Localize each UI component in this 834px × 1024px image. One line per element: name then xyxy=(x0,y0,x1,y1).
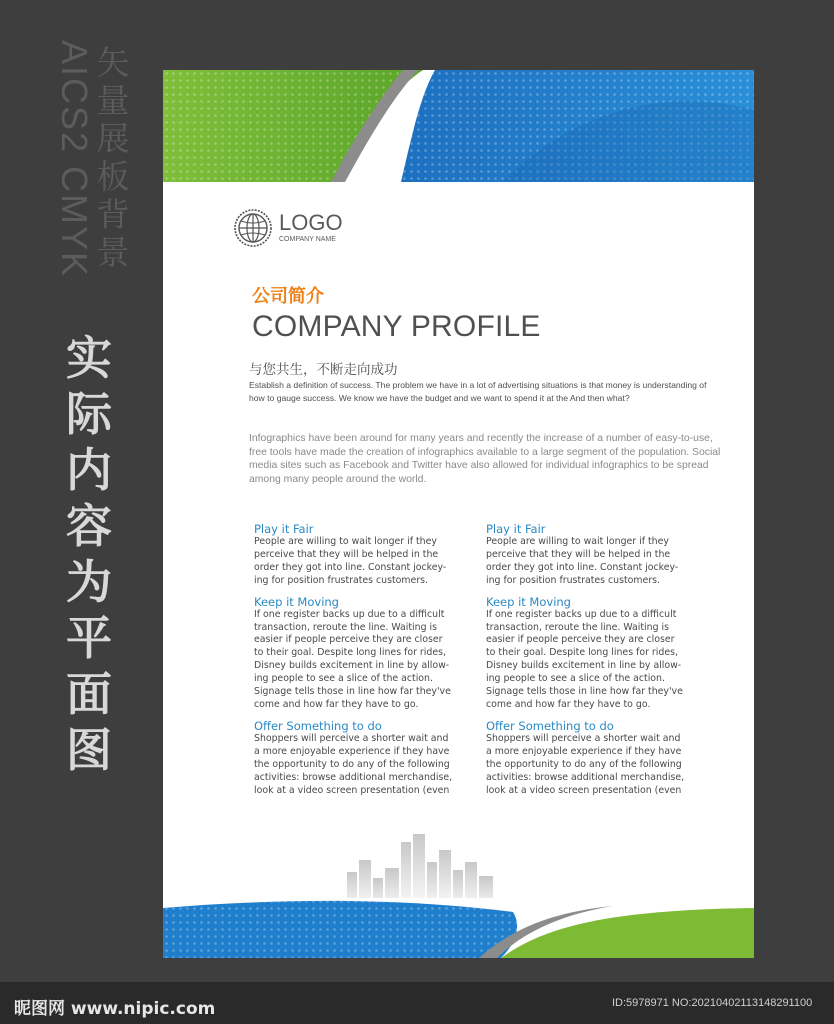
logo-company-name: COMPANY NAME xyxy=(279,236,336,243)
intro-paragraph-1: Establish a definition of success. The problem we have in a lot of advertising situations is that money is understanding of how to gauge success. We know we have the budget and we want to spend it at the And then what? xyxy=(249,380,707,403)
side-char: 展 xyxy=(96,119,130,158)
side-char: 际 xyxy=(66,387,112,441)
content-column-right xyxy=(486,522,701,804)
side-char: 图 xyxy=(66,723,112,777)
section-heading: Keep it Moving xyxy=(486,594,571,609)
section-body: People are willing to wait longer if they perceive that they will be helped in the order they got into line. Constant jockey- ing for position frustrates customers. xyxy=(486,536,679,586)
section-body: People are willing to wait longer if they perceive that they will be helped in the order they got into line. Constant jockey- ing for position frustrates customers. xyxy=(254,536,447,586)
side-char: 面 xyxy=(66,667,112,721)
section-heading: Offer Something to do xyxy=(254,718,382,733)
intro-paragraph-2: Infographics have been around for many years and recently the increase of a number of easy-to-use, free tools have made the creation of infographics available to a large segment of the population. Social media sites such as Facebook and Twitter have also allowed for individual infographics to be spread among many people around the world. xyxy=(249,433,721,485)
logo-text: LOGO xyxy=(279,210,343,235)
globe-icon xyxy=(233,208,273,248)
bottom-wave-banner xyxy=(163,898,754,958)
side-char: 景 xyxy=(96,233,130,272)
content-column-left xyxy=(254,522,469,804)
section-heading: Play it Fair xyxy=(254,522,314,536)
side-char: 背 xyxy=(96,195,130,234)
company-logo xyxy=(233,208,353,252)
side-char: 容 xyxy=(66,499,112,553)
section-body: Shoppers will perceive a shorter wait and a more enjoyable experience if they have the opportunity to do any of the following activities: browse additional merchandise, look at a video screen presentation (even xyxy=(486,732,685,796)
side-char: 内 xyxy=(66,443,112,497)
side-chinese-large-text xyxy=(62,330,116,778)
section-heading: Offer Something to do xyxy=(486,718,614,733)
section-heading: Play it Fair xyxy=(486,522,546,536)
watermark-id-text: ID:5978971 NO:20210402113148291100 xyxy=(612,997,813,1009)
side-char: 量 xyxy=(96,81,130,120)
watermark-site-text: 昵图网 www.nipic.com xyxy=(14,999,216,1019)
side-char: 平 xyxy=(66,611,112,665)
section-body: If one register backs up due to a difficult transaction, reroute the line. Waiting is easier if people perceive they are closer to their goal. Despite long lines for rides, Disney builds excitement in line by allow- ing people to see a slice of the action. Signage tells those in line how far they've come and how far they have to go. xyxy=(254,608,451,710)
side-chinese-small-text xyxy=(94,44,132,272)
section-body: Shoppers will perceive a shorter wait and a more enjoyable experience if they have the opportunity to do any of the following activities: browse additional merchandise, look at a video screen presentation (even xyxy=(254,732,453,796)
section-heading: Keep it Moving xyxy=(254,594,339,609)
side-char: 矢 xyxy=(96,43,130,82)
side-char: 为 xyxy=(66,555,112,609)
top-wave-banner xyxy=(163,70,754,182)
title-chinese: 公司简介 xyxy=(252,286,324,307)
title-english: COMPANY PROFILE xyxy=(252,310,541,343)
side-char: 板 xyxy=(96,157,130,196)
poster-board xyxy=(163,70,754,958)
slogan: 与您共生，不断走向成功 xyxy=(249,362,398,378)
side-char: 实 xyxy=(66,331,112,385)
side-english-vertical-text: AICS2 CMYK xyxy=(54,40,95,279)
section-body: If one register backs up due to a difficult transaction, reroute the line. Waiting is easier if people perceive they are closer to their goal. Despite long lines for rides, Disney builds excitement in line by allow- ing people to see a slice of the action. Signage tells those in line how far they've come and how far they have to go. xyxy=(486,608,683,710)
